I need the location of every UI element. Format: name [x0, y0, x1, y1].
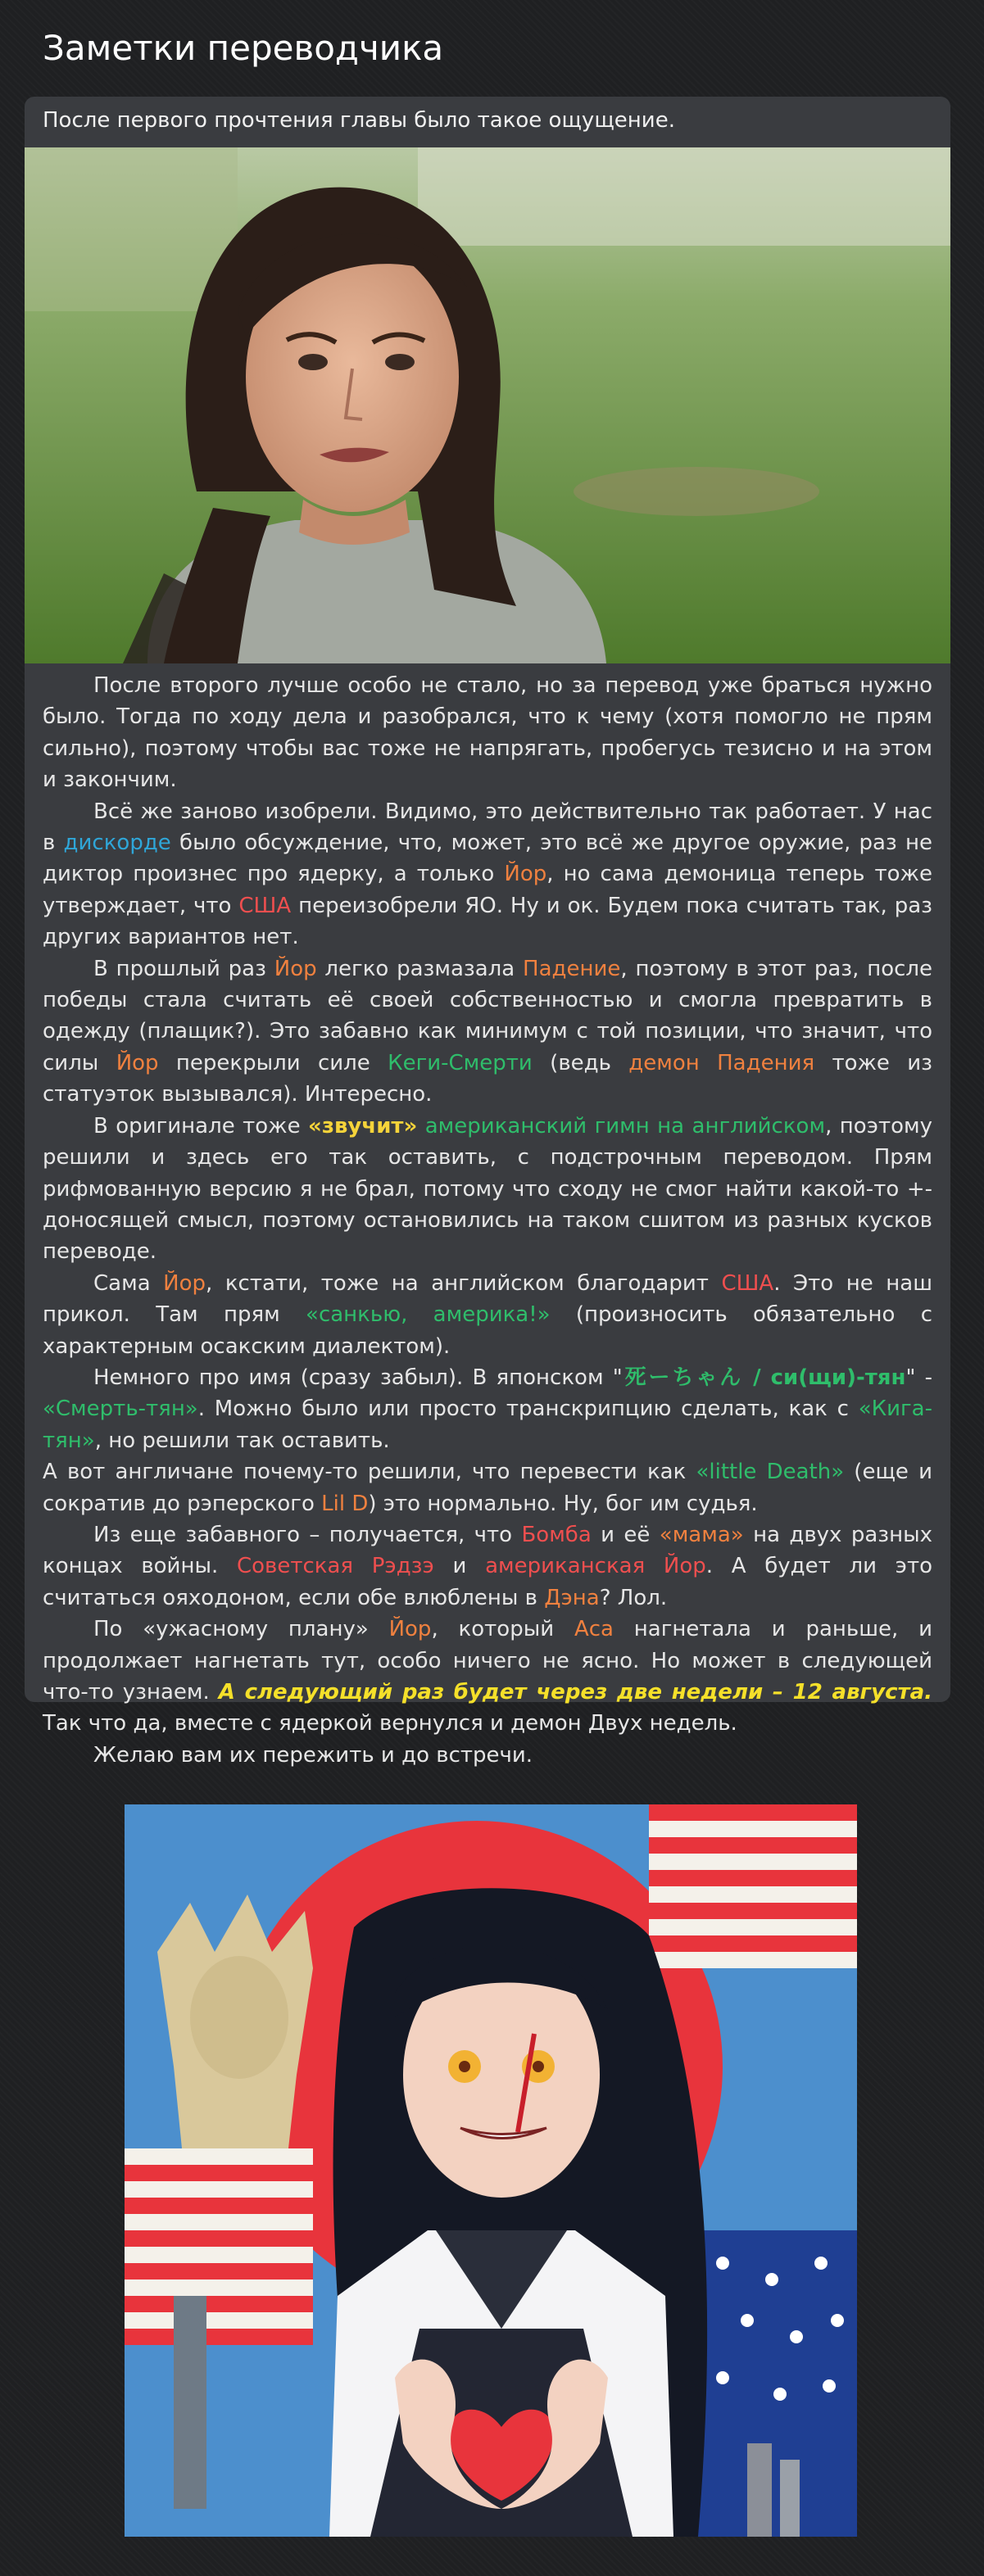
- paragraph-4: В оригинале тоже «звучит» американский гимн на английском, поэтому решили и здесь его так оставить, с подстрочным переводом. Прям рифмованную версию я не брал, потому что сходу не смог найти какой-то +-доносящей смысл, поэтому остановились на таком сшитом из разных кусков переводе.: [43, 1113, 933, 1265]
- name-american-yor: американская Йор: [485, 1554, 706, 1579]
- highlight-lil-d: Lil D: [321, 1491, 369, 1516]
- paragraph-7: А вот англичане почему-то решили, что перевести как «little Death» (еще и сократив до рэперского Lil D) это нормально. Ну, бог им судья.: [43, 1460, 932, 1516]
- name-kegi: Кеги-Смерти: [388, 1050, 533, 1075]
- name-denji: Дэна: [544, 1585, 600, 1610]
- highlight-anthem: американский гимн на английском: [424, 1113, 826, 1139]
- highlight-mama: «мама»: [659, 1522, 744, 1547]
- reaction-photo: [25, 147, 950, 663]
- name-yor: Йор: [116, 1050, 159, 1075]
- paragraph-1: После второго лучше особо не стало, но за перевод уже браться нужно было. Тогда по ходу дела и разобрался, что к чему (хотя помогло не прям сильно), поэтому чтобы вас тоже не напрягать, пробегусь тезисно и на этом и закончим.: [43, 673, 932, 793]
- name-demon-fall: демон Падения: [628, 1050, 815, 1075]
- highlight-japanese: 死ーちゃん / си(щи)-тян: [622, 1365, 906, 1390]
- highlight-death-chan: «Смерть-тян»: [43, 1397, 198, 1422]
- paragraph-2: Всё же заново изобрели. Видимо, это действительно так работает. У нас в дискорде было обсуждение, что, может, это всё же другое оружие, раз не диктор произнес про ядерку, а только Йор, но сама демоница теперь тоже утверждает, что США переизобрели ЯО. Ну и ок. Будем пока считать так, раз других вариантов нет.: [43, 799, 932, 950]
- page-title: Заметки переводчика: [43, 28, 444, 68]
- artwork-illustration: [125, 1804, 857, 2537]
- highlight-little-death: «little Death»: [696, 1460, 845, 1485]
- name-yor: Йор: [388, 1617, 432, 1642]
- name-usa: США: [721, 1270, 774, 1296]
- highlight-thanks: «санкью, америка!»: [306, 1302, 551, 1328]
- name-soviet-reze: Советская Рэдзэ: [236, 1554, 434, 1579]
- intro-text: После первого прочтения главы было такое ощущение.: [43, 108, 675, 133]
- notes-body: [43, 670, 932, 1771]
- name-asa: Аса: [574, 1617, 614, 1642]
- paragraph-3: В прошлый раз Йор легко размазала Падение, поэтому в этот раз, после победы стала считать её своей собственностью и смогла превратить в одежду (плащик?). Это забавно как минимум с той позиции, что значит, что силы Йор перекрыли силе Кеги-Смерти (ведь демон Падения тоже из статуэток вызывался). Интересно.: [43, 956, 933, 1107]
- reaction-photo-illustration: [25, 147, 950, 663]
- translator-notes-card: [25, 97, 950, 1768]
- highlight-kiga-chan: «Кига-тян»: [43, 1397, 932, 1453]
- name-yor: Йор: [163, 1270, 206, 1296]
- name-yor: Йор: [274, 956, 317, 981]
- next-release-notice: А следующий раз будет через две недели – 12 августа.: [218, 1680, 932, 1705]
- discord-link[interactable]: дискорде: [63, 831, 171, 856]
- yoru-usa-artwork: [125, 1804, 857, 2537]
- paragraph-6: Немного про имя (сразу забыл). В японском "死ーちゃん / си(щи)-тян" - «Смерть-тян». Можно было или просто транскрипцию сделать, как с «Кига-тян», но решили так оставить.: [43, 1365, 932, 1453]
- paragraph-5: Сама Йор, кстати, тоже на английском благодарит США. Это не наш прикол. Там прям «санкью, америка!» (произносить обязательно с характерным осакским диалектом).: [43, 1270, 932, 1359]
- paragraph-8: Из еще забавного – получается, что Бомба и её «мама» на двух разных концах войны. Советская Рэдзэ и американская Йор. А будет ли это считаться ояходоном, если обе влюблены в Дэна? Лол.: [43, 1522, 933, 1610]
- highlight-sounds: «звучит»: [308, 1113, 418, 1139]
- name-fall: Падение: [523, 956, 621, 981]
- paragraph-9: По «ужасному плану» Йор, который Аса нагнетала и раньше, и продолжает нагнетать тут, особо ничего не ясно. Но может в следующей что-то узнаем. А следующий раз будет через две недели – 12 августа. Так что да, вместе с ядеркой вернулся и демон Двух недель.: [43, 1617, 932, 1736]
- name-bomb: Бомба: [521, 1522, 592, 1547]
- name-usa: США: [238, 893, 292, 918]
- paragraph-10: Желаю вам их пережить и до встречи.: [93, 1742, 533, 1768]
- name-yor: Йор: [504, 862, 547, 887]
